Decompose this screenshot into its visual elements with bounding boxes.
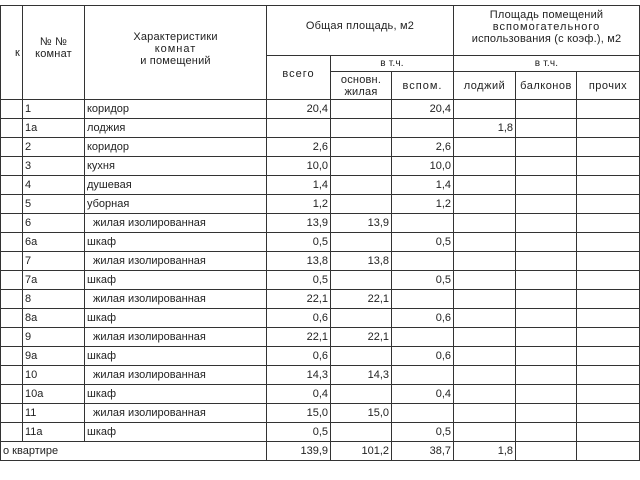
- room-number: 11а: [23, 423, 85, 442]
- balcony-area: [516, 423, 577, 442]
- balcony-area: [516, 328, 577, 347]
- loggia-area: [454, 100, 516, 119]
- loggia-area: [454, 176, 516, 195]
- header-line: вспомогательного: [492, 21, 601, 33]
- total-area: 13,9: [267, 214, 331, 233]
- total-area: 0,5: [267, 271, 331, 290]
- table-row: [1, 404, 640, 423]
- blank-cell: [1, 328, 23, 347]
- balcony-area: [516, 309, 577, 328]
- total-area: 20,4: [267, 100, 331, 119]
- total-area: 1,2: [267, 195, 331, 214]
- table-row: [1, 195, 640, 214]
- main-area: [331, 157, 392, 176]
- room-name: шкаф: [85, 347, 267, 366]
- other-area: [577, 176, 640, 195]
- total-area: 14,3: [267, 366, 331, 385]
- other-area: [577, 290, 640, 309]
- main-area: [331, 347, 392, 366]
- loggia-area: [454, 195, 516, 214]
- room-number: 1а: [23, 119, 85, 138]
- table-row: [1, 100, 640, 119]
- room-name: кухня: [85, 157, 267, 176]
- room-number: 9а: [23, 347, 85, 366]
- balcony-area: [516, 195, 577, 214]
- blank-cell: [1, 214, 23, 233]
- room-name: коридор: [85, 100, 267, 119]
- aux-area: 1,2: [392, 195, 454, 214]
- room-number: 7: [23, 252, 85, 271]
- balcony-area: [516, 252, 577, 271]
- table-row: [1, 385, 640, 404]
- table-row: [1, 252, 640, 271]
- header-line: и помещений: [140, 55, 211, 67]
- header-aux-area: [454, 6, 640, 56]
- main-area: [331, 309, 392, 328]
- table-row: [1, 423, 640, 442]
- balcony-area: [516, 366, 577, 385]
- room-name: шкаф: [85, 309, 267, 328]
- totals-balcony: [516, 442, 577, 461]
- blank-cell: [1, 309, 23, 328]
- table-row: [1, 214, 640, 233]
- balcony-area: [516, 385, 577, 404]
- blank-cell: [1, 138, 23, 157]
- main-area: 13,9: [331, 214, 392, 233]
- main-area: [331, 423, 392, 442]
- balcony-area: [516, 233, 577, 252]
- room-number: 1: [23, 100, 85, 119]
- balcony-area: [516, 214, 577, 233]
- room-number: 3: [23, 157, 85, 176]
- header-main-living: [331, 72, 392, 100]
- main-area: [331, 271, 392, 290]
- room-name: шкаф: [85, 233, 267, 252]
- total-area: [267, 119, 331, 138]
- room-number: 10а: [23, 385, 85, 404]
- blank-cell: [1, 119, 23, 138]
- aux-area: [392, 214, 454, 233]
- total-area: 15,0: [267, 404, 331, 423]
- room-name: жилая изолированная: [85, 404, 267, 423]
- header-balconies: балконов: [516, 72, 577, 100]
- aux-area: 0,4: [392, 385, 454, 404]
- blank-cell: [1, 366, 23, 385]
- room-name: жилая изолированная: [85, 252, 267, 271]
- aux-area: 20,4: [392, 100, 454, 119]
- other-area: [577, 328, 640, 347]
- room-name: жилая изолированная: [85, 366, 267, 385]
- loggia-area: [454, 366, 516, 385]
- table-row: [1, 290, 640, 309]
- loggia-area: [454, 138, 516, 157]
- header-other: прочих: [577, 72, 640, 100]
- room-name: жилая изолированная: [85, 290, 267, 309]
- blank-cell: [1, 233, 23, 252]
- loggia-area: [454, 252, 516, 271]
- totals-other: [577, 442, 640, 461]
- aux-area: 1,4: [392, 176, 454, 195]
- other-area: [577, 252, 640, 271]
- aux-area: [392, 366, 454, 385]
- other-area: [577, 404, 640, 423]
- loggia-area: [454, 347, 516, 366]
- main-area: 22,1: [331, 290, 392, 309]
- aux-area: [392, 252, 454, 271]
- table-row: [1, 309, 640, 328]
- header-all: всего: [267, 56, 331, 100]
- table-row: [1, 176, 640, 195]
- other-area: [577, 157, 640, 176]
- room-number: 8: [23, 290, 85, 309]
- room-number: 2: [23, 138, 85, 157]
- totals-row: [1, 442, 640, 461]
- table-row: [1, 347, 640, 366]
- room-area-table: [0, 5, 640, 461]
- header-incl: в т.ч.: [331, 56, 454, 72]
- blank-cell: [1, 252, 23, 271]
- room-name: шкаф: [85, 385, 267, 404]
- balcony-area: [516, 100, 577, 119]
- total-area: 22,1: [267, 328, 331, 347]
- other-area: [577, 347, 640, 366]
- totals-label: о квартире: [1, 442, 267, 461]
- other-area: [577, 119, 640, 138]
- loggia-area: [454, 233, 516, 252]
- blank-cell: [1, 176, 23, 195]
- main-area: [331, 138, 392, 157]
- header-line: комнат: [154, 43, 197, 55]
- table-row: [1, 157, 640, 176]
- aux-area: [392, 119, 454, 138]
- main-area: [331, 385, 392, 404]
- header-loggias: лоджий: [454, 72, 516, 100]
- table-row: [1, 328, 640, 347]
- room-name: жилая изолированная: [85, 328, 267, 347]
- table-row: [1, 233, 640, 252]
- totals-loggia: 1,8: [454, 442, 516, 461]
- blank-cell: [1, 100, 23, 119]
- room-name: шкаф: [85, 271, 267, 290]
- header-line: основн.: [340, 73, 382, 86]
- other-area: [577, 214, 640, 233]
- loggia-area: [454, 271, 516, 290]
- header-characteristics: [85, 6, 267, 100]
- header-line: Площадь помещений: [489, 9, 604, 21]
- total-area: 0,5: [267, 423, 331, 442]
- other-area: [577, 100, 640, 119]
- aux-area: 0,5: [392, 233, 454, 252]
- balcony-area: [516, 347, 577, 366]
- header-total-area: Общая площадь, м2: [267, 6, 454, 56]
- totals-main: 101,2: [331, 442, 392, 461]
- room-number: 6а: [23, 233, 85, 252]
- total-area: 0,6: [267, 309, 331, 328]
- total-area: 0,5: [267, 233, 331, 252]
- loggia-area: [454, 290, 516, 309]
- other-area: [577, 309, 640, 328]
- other-area: [577, 366, 640, 385]
- table-row: [1, 119, 640, 138]
- blank-cell: [1, 404, 23, 423]
- main-area: [331, 195, 392, 214]
- room-name: душевая: [85, 176, 267, 195]
- aux-area: 0,6: [392, 347, 454, 366]
- room-name: уборная: [85, 195, 267, 214]
- header-room-number: № № комнат: [23, 6, 85, 100]
- room-number: 4: [23, 176, 85, 195]
- total-area: 0,6: [267, 347, 331, 366]
- totals-total: 139,9: [267, 442, 331, 461]
- aux-area: 2,6: [392, 138, 454, 157]
- loggia-area: [454, 423, 516, 442]
- other-area: [577, 195, 640, 214]
- main-area: 14,3: [331, 366, 392, 385]
- header-line: использования (с коэф.), м2: [471, 33, 622, 45]
- balcony-area: [516, 271, 577, 290]
- aux-area: 10,0: [392, 157, 454, 176]
- main-area: [331, 176, 392, 195]
- header-incl2: в т.ч.: [454, 56, 640, 72]
- blank-cell: [1, 385, 23, 404]
- blank-cell: [1, 423, 23, 442]
- total-area: 1,4: [267, 176, 331, 195]
- main-area: [331, 233, 392, 252]
- loggia-area: [454, 404, 516, 423]
- header-line: Характеристики: [133, 31, 218, 43]
- table-row: [1, 271, 640, 290]
- room-name: шкаф: [85, 423, 267, 442]
- other-area: [577, 138, 640, 157]
- loggia-area: [454, 309, 516, 328]
- aux-area: [392, 404, 454, 423]
- main-area: 13,8: [331, 252, 392, 271]
- aux-area: [392, 290, 454, 309]
- blank-cell: [1, 271, 23, 290]
- room-number: 9: [23, 328, 85, 347]
- main-area: 22,1: [331, 328, 392, 347]
- table-row: [1, 138, 640, 157]
- balcony-area: [516, 138, 577, 157]
- balcony-area: [516, 119, 577, 138]
- header-aux: вспом.: [392, 72, 454, 100]
- header-line: жилая: [344, 85, 378, 98]
- balcony-area: [516, 157, 577, 176]
- total-area: 13,8: [267, 252, 331, 271]
- room-number: 5: [23, 195, 85, 214]
- loggia-area: [454, 157, 516, 176]
- total-area: 22,1: [267, 290, 331, 309]
- loggia-area: 1,8: [454, 119, 516, 138]
- balcony-area: [516, 176, 577, 195]
- loggia-area: [454, 214, 516, 233]
- blank-cell: [1, 290, 23, 309]
- totals-aux: 38,7: [392, 442, 454, 461]
- aux-area: 0,5: [392, 423, 454, 442]
- room-number: 8а: [23, 309, 85, 328]
- other-area: [577, 271, 640, 290]
- total-area: 0,4: [267, 385, 331, 404]
- room-name: лоджия: [85, 119, 267, 138]
- blank-cell: [1, 157, 23, 176]
- aux-area: 0,6: [392, 309, 454, 328]
- main-area: [331, 100, 392, 119]
- aux-area: 0,5: [392, 271, 454, 290]
- main-area: 15,0: [331, 404, 392, 423]
- loggia-area: [454, 328, 516, 347]
- table-row: [1, 366, 640, 385]
- other-area: [577, 233, 640, 252]
- main-area: [331, 119, 392, 138]
- balcony-area: [516, 404, 577, 423]
- balcony-area: [516, 290, 577, 309]
- room-name: коридор: [85, 138, 267, 157]
- room-number: 6: [23, 214, 85, 233]
- loggia-area: [454, 385, 516, 404]
- aux-area: [392, 328, 454, 347]
- blank-cell: [1, 195, 23, 214]
- room-number: 11: [23, 404, 85, 423]
- other-area: [577, 385, 640, 404]
- room-name: жилая изолированная: [85, 214, 267, 233]
- total-area: 2,6: [267, 138, 331, 157]
- total-area: 10,0: [267, 157, 331, 176]
- room-number: 7а: [23, 271, 85, 290]
- room-number: 10: [23, 366, 85, 385]
- other-area: [577, 423, 640, 442]
- blank-cell: [1, 347, 23, 366]
- header-col0: к: [1, 6, 23, 100]
